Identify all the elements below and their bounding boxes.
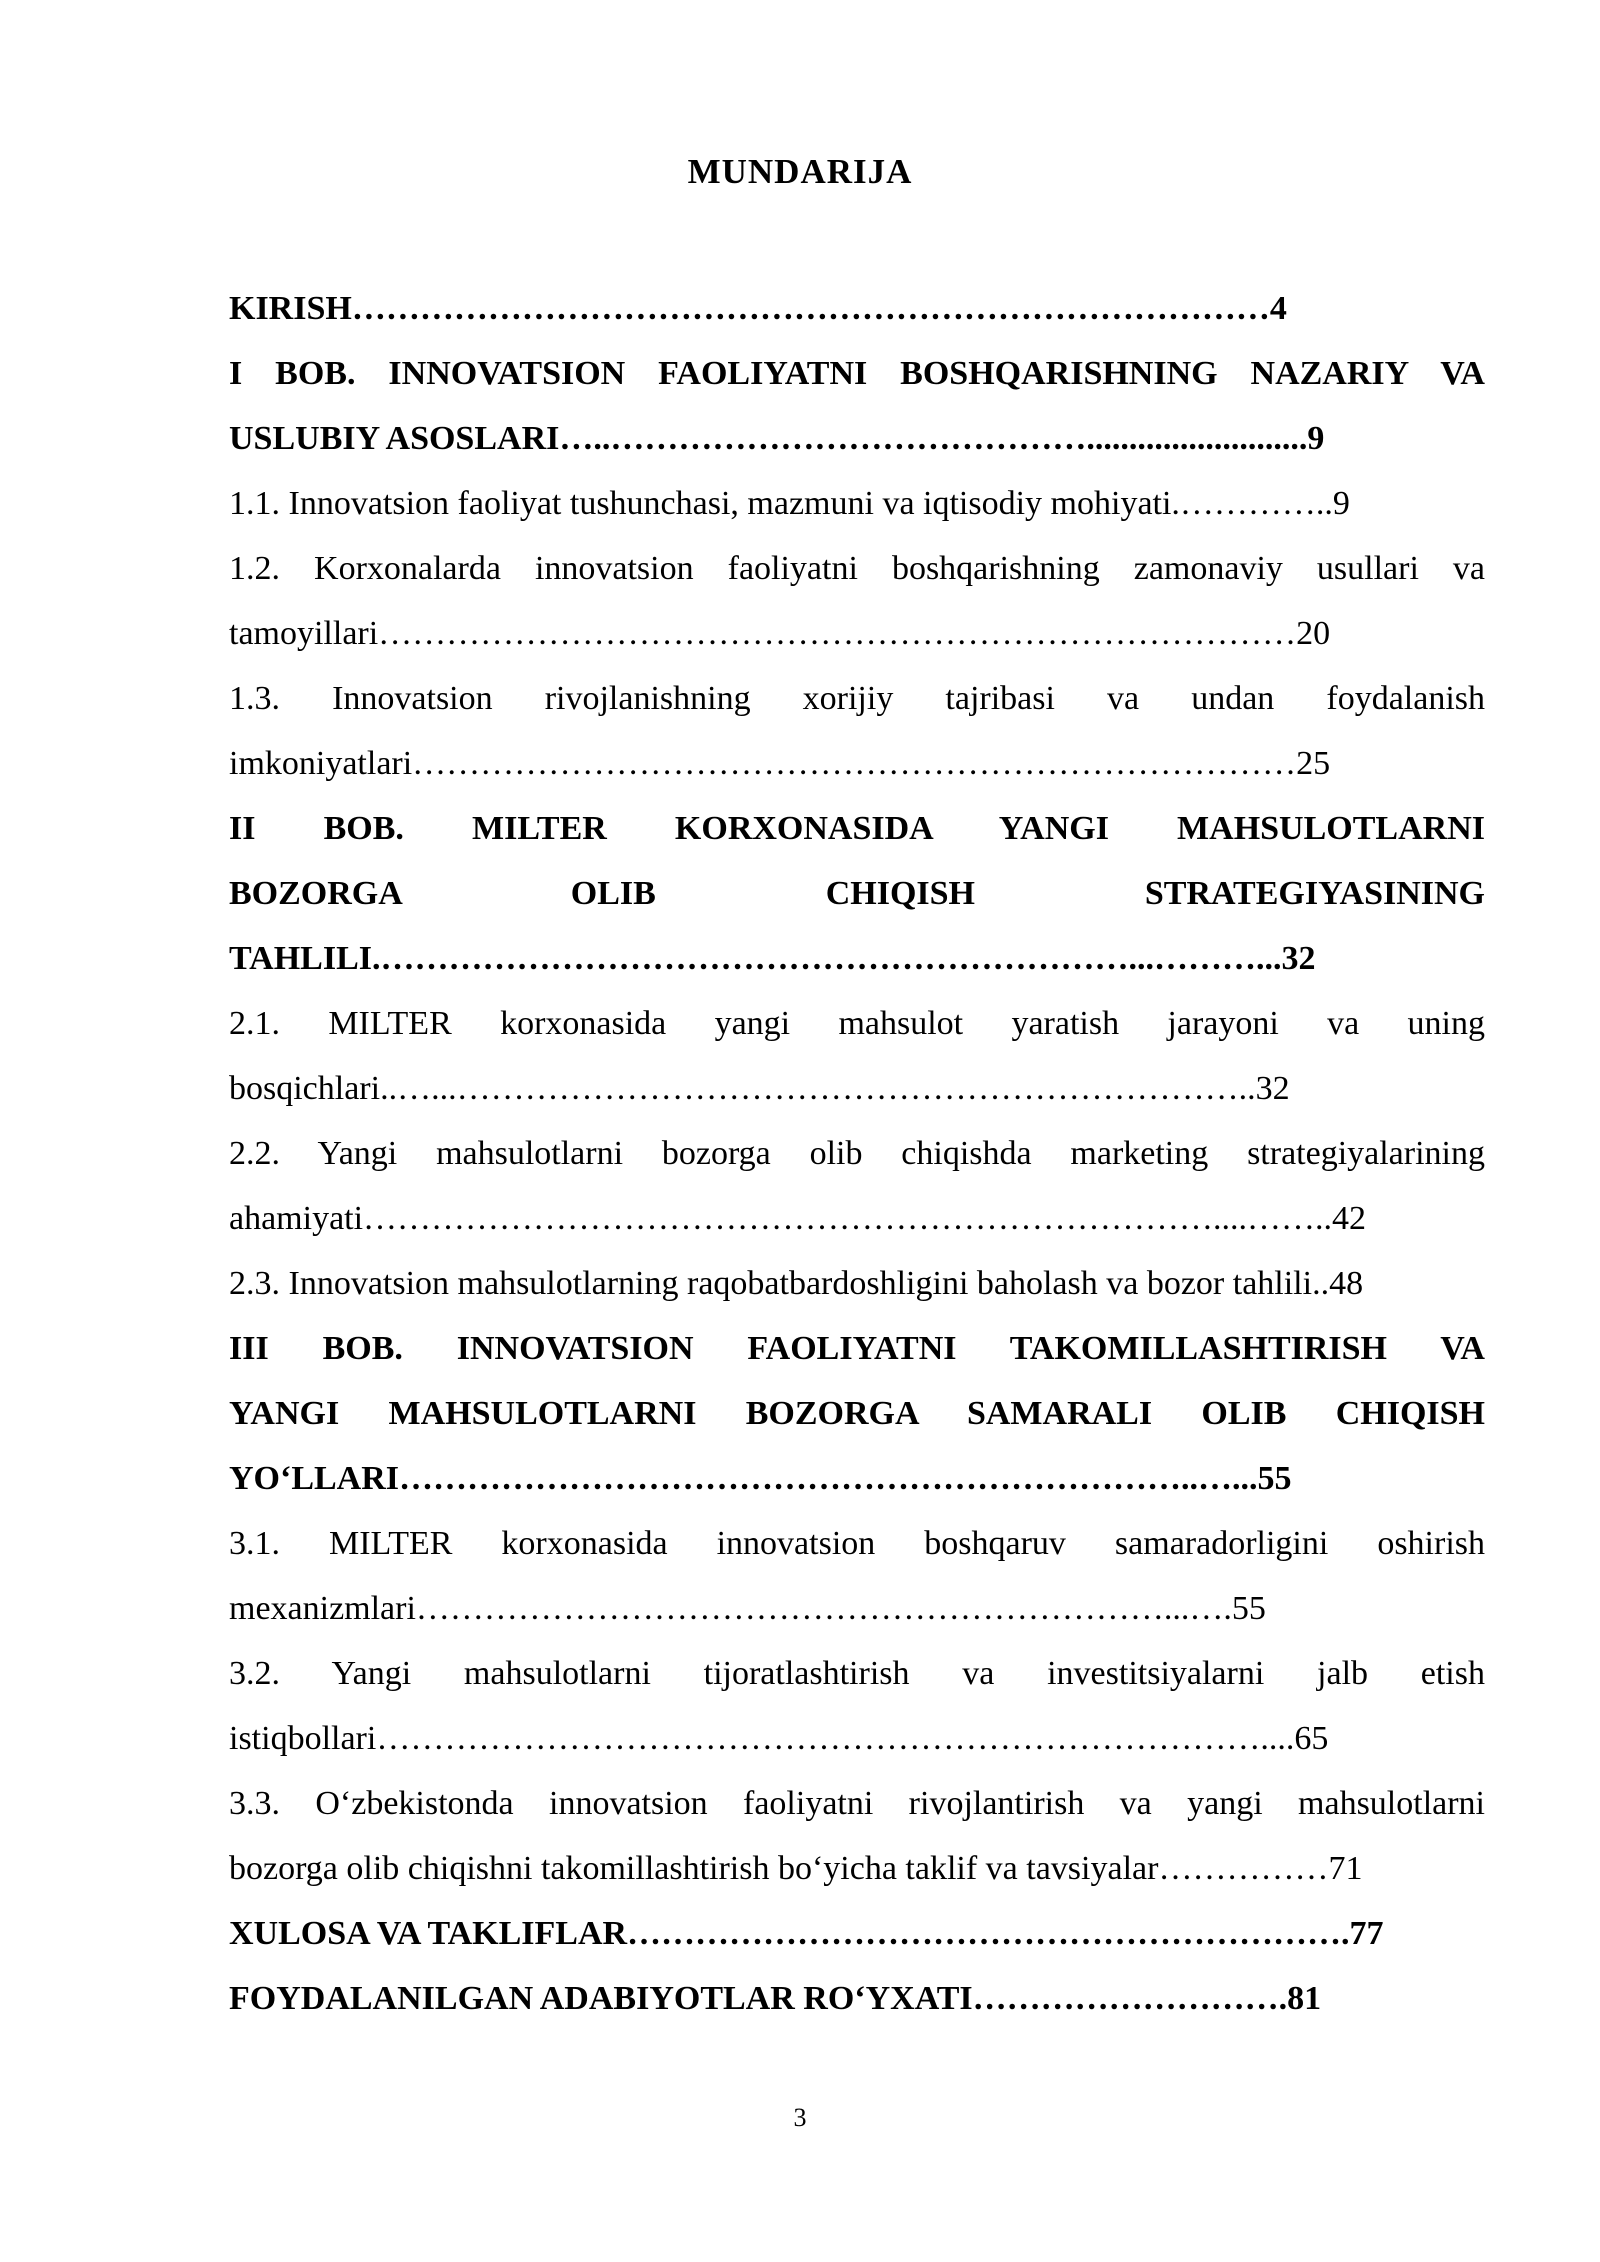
toc-line: XULOSA VA TAKLIFLAR……………………………………………………….77 [229, 1915, 1384, 1952]
toc-line: TAHLILI.…………………………………………………………...………...32 [229, 940, 1316, 977]
toc-line: 1.1. Innovatsion faoliyat tushunchasi, mazmuni va iqtisodiy mohiyati.…………..9 [229, 485, 1350, 522]
toc-line: bozorga olib chiqishni takomillashtirish bo‘yicha taklif va tavsiyalar……………71 [229, 1850, 1363, 1887]
toc-line: 1.3. Innovatsion rivojlanishning xorijiy tajribasi va undan foydalanish [229, 680, 1485, 717]
toc-line: bosqichlari..…...……………………………………………………………..32 [229, 1070, 1290, 1107]
table-of-contents [229, 276, 1485, 2031]
toc-line: III BOB. INNOVATSION FAOLIYATNI TAKOMILLASHTIRISH VA [229, 1330, 1485, 1367]
toc-line: imkoniyatlari……………………………………………………………………25 [229, 745, 1331, 782]
page-number: 3 [793, 2103, 807, 2132]
toc-line: 2.1. MILTER korxonasida yangi mahsulot yaratish jarayoni va uning [229, 1005, 1485, 1042]
toc-line: FOYDALANILGAN ADABIYOTLAR RO‘YXATI……………………….81 [229, 1980, 1322, 2017]
toc-line: II BOB. MILTER KORXONASIDA YANGI MAHSULOTLARNI [229, 810, 1485, 847]
toc-line: BOZORGA OLIB CHIQISH STRATEGIYASINING [229, 875, 1485, 912]
toc-line: 2.3. Innovatsion mahsulotlarning raqobatbardoshligini baholash va bozor tahlili..48 [229, 1265, 1364, 1302]
toc-line: YO‘LLARI……………………………………………………………..…...55 [229, 1460, 1292, 1497]
toc-line: 3.3. O‘zbekistonda innovatsion faoliyatni rivojlantirish va yangi mahsulotlarni [229, 1785, 1485, 1822]
toc-line: YANGI MAHSULOTLARNI BOZORGA SAMARALI OLIB CHIQISH [229, 1395, 1485, 1432]
toc-line: ahamiyati…………………………………………………………………....……..42 [229, 1200, 1367, 1237]
toc-line: 2.2. Yangi mahsulotlarni bozorga olib chiqishda marketing strategiyalarining [229, 1135, 1485, 1172]
toc-line: 1.2. Korxonalarda innovatsion faoliyatni boshqarishning zamonaviy usullari va [229, 550, 1485, 587]
toc-line: I BOB. INNOVATSION FAOLIYATNI BOSHQARISHNING NAZARIY VA [229, 355, 1485, 392]
toc-line: tamoyillari………………………………………………………………………20 [229, 615, 1331, 652]
toc-line: mexanizmlari…………………………………………………………...….55 [229, 1590, 1266, 1627]
toc-line: USLUBIY ASOSLARI…..……………………………………..........................9 [229, 420, 1325, 457]
toc-line: 3.2. Yangi mahsulotlarni tijoratlashtirish va investitsiyalarni jalb etish [229, 1655, 1485, 1692]
toc-line: istiqbollari……………………………………………………………………....65 [229, 1720, 1329, 1757]
toc-line: KIRISH………………………………………………………………………4 [229, 290, 1287, 327]
toc-heading: MUNDARIJA [687, 152, 913, 191]
toc-line: 3.1. MILTER korxonasida innovatsion boshqaruv samaradorligini oshirish [229, 1525, 1485, 1562]
